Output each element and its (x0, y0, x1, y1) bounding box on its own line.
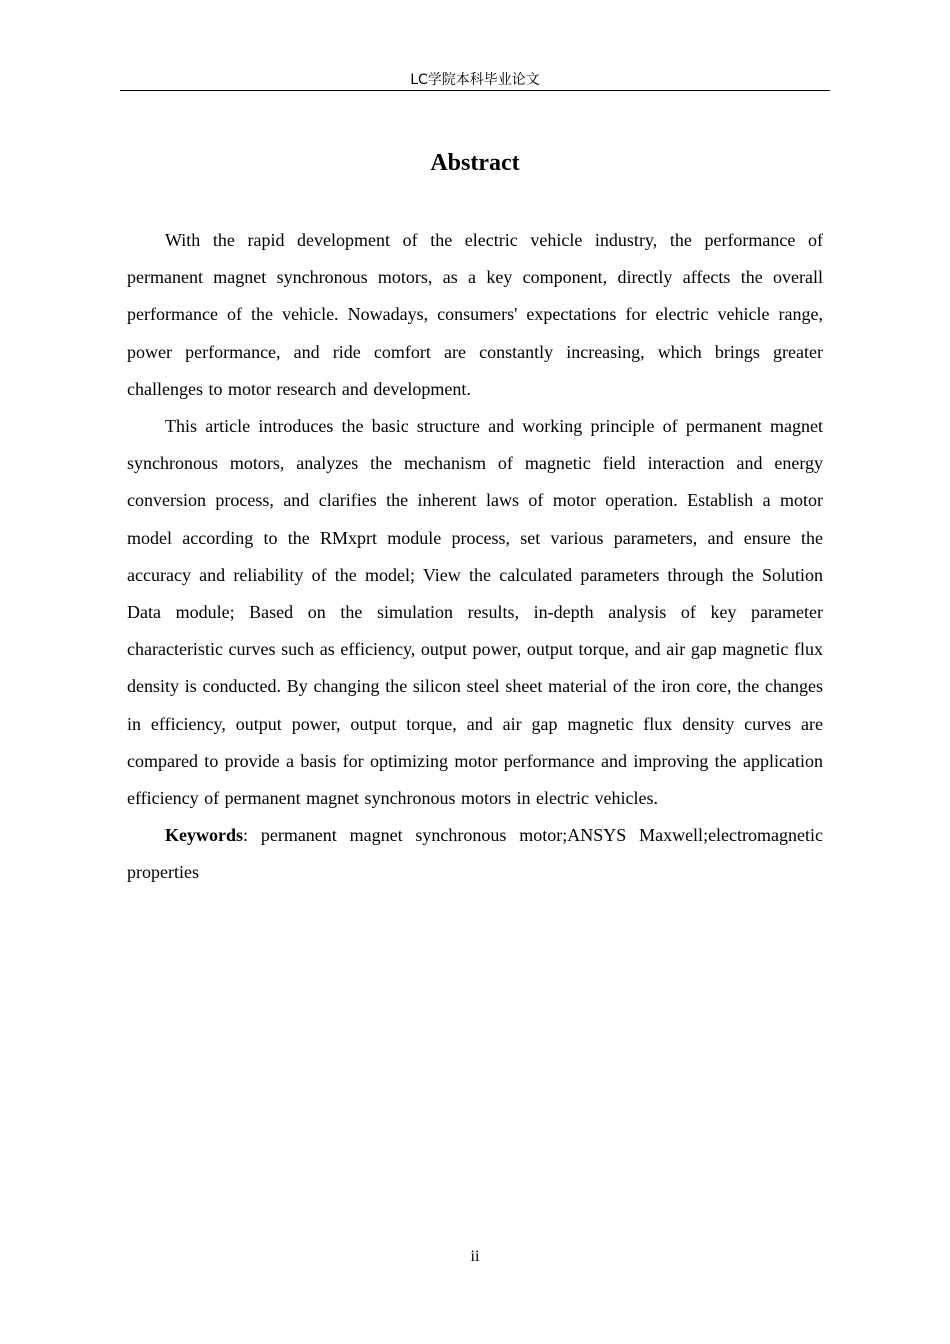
abstract-paragraph-2: This article introduces the basic structure and working principle of permanent magnet synchronous motors, analyzes the mechanism of magnetic field interaction and energy conversion process, and clarifies the inherent laws of motor operation. Establish a motor model according to the RMxprt module process, set various parameters, and ensure the accuracy and reliability of the model; View the calculated parameters through the Solution Data module; Based on the simulation results, in-depth analysis of key parameter characteristic curves such as efficiency, output power, output torque, and air gap magnetic flux density is conducted. By changing the silicon steel sheet material of the iron core, the changes in efficiency, output power, output torque, and air gap magnetic flux density curves are compared to provide a basis for optimizing motor performance and improving the application efficiency of permanent magnet synchronous motors in electric vehicles. (127, 416, 823, 809)
keywords-separator: : (243, 825, 249, 846)
page-number: ii (470, 1248, 480, 1265)
abstract-body (127, 222, 823, 892)
abstract-title: Abstract (430, 150, 520, 176)
header-title: LC学院本科毕业论文 (410, 72, 540, 88)
abstract-paragraph-1: With the rapid development of the electric vehicle industry, the performance of permanent magnet synchronous motors, as a key component, directly affects the overall performance of the vehicle. Nowadays, consumers' expectations for electric vehicle range, power performance, and ride comfort are constantly increasing, which brings greater challenges to motor research and development. (127, 230, 823, 399)
keywords-label: Keywords (165, 825, 243, 846)
keywords-paragraph (127, 817, 823, 891)
page-header (120, 70, 830, 91)
keywords-text: permanent magnet synchronous motor;ANSYS Maxwell;electromagnetic properties (127, 825, 823, 883)
